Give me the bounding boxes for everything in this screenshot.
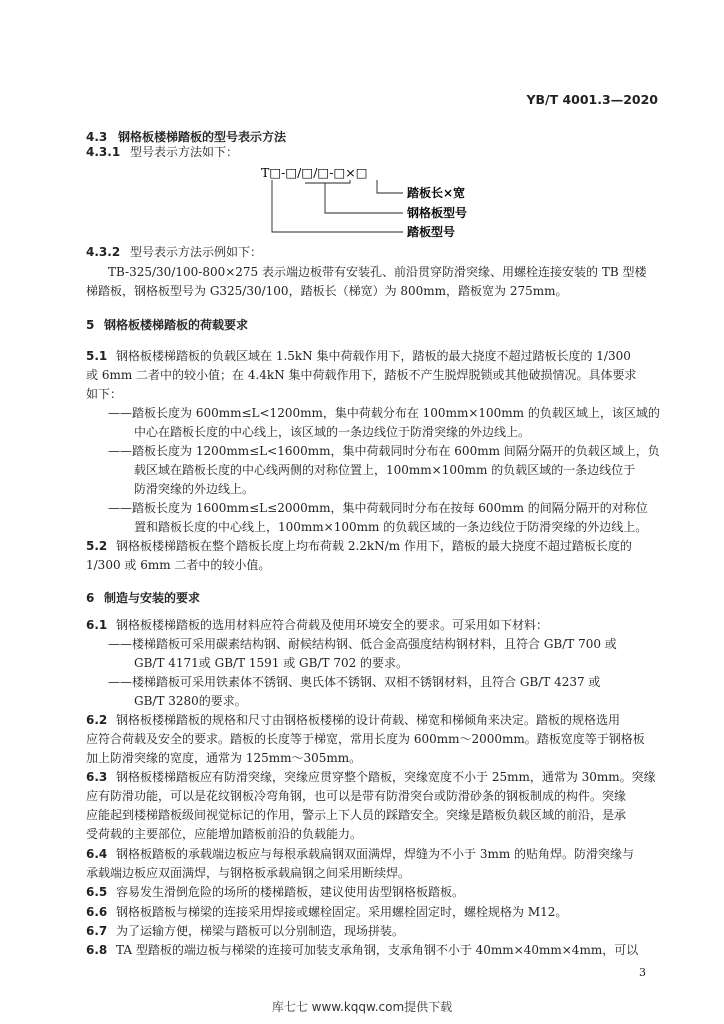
notation-leader-lines xyxy=(272,180,403,232)
list-item: ——楼梯踏板可采用铁素体不锈钢、奥氏体不锈钢、双相不锈钢材料，且符合 GB/T 4237 或 xyxy=(108,675,601,689)
clause-text: 型号表示方法示例如下： xyxy=(130,245,263,259)
clause-number: 5.1 xyxy=(86,349,108,363)
clause-4-3-1 xyxy=(86,143,238,161)
model-notation-diagram xyxy=(255,163,515,245)
clause-number: 6.6 xyxy=(86,905,108,919)
section-title: 钢格板楼梯踏板的型号表示方法 xyxy=(118,130,287,144)
label-grating-model: 钢格板型号 xyxy=(407,206,468,220)
clause-6-7 xyxy=(86,922,404,940)
clause-text: 钢格板楼梯踏板在整个踏板长度上均布荷载 2.2kN/m 作用下，踏板的最大挠度不超过踏板长度的 xyxy=(116,539,632,553)
clause-number: 4.3.1 xyxy=(86,145,121,159)
list-item: ——踏板长度为 600mm≤L<1200mm，集中荷载分布在 100mm×100mm 的负载区域上，该区域的 xyxy=(108,406,660,420)
clause-text: 钢格板楼梯踏板的规格和尺寸由钢格板楼梯的设计荷载、梯宽和梯倾角来决定。踏板的规格选用 xyxy=(116,713,621,727)
clause-text-line: 承载端边板应双面满焊，与钢格板承载扁钢之间采用断续焊。 xyxy=(86,866,411,880)
clause-text-line: 应有防滑功能，可以是花纹钢板冷弯角钢，也可以是带有防滑突台或防滑砂条的钢板制成的构件。突缘 xyxy=(86,789,627,803)
clause-text-line: 应符合荷载及安全的要求。踏板的长度等于梯宽，常用长度为 600mm～2000mm。踏板宽度等于钢格板 xyxy=(86,732,645,746)
list-item: ——踏板长度为 1600mm≤L≤2000mm，集中荷载同时分布在按每 600mm 的间隔分隔开的对称位 xyxy=(108,501,648,515)
clause-text: 钢格板踏板的承载端边板应与每根承载扁钢双面满焊，焊缝为不小于 3mm 的贴角焊。防滑突缘与 xyxy=(116,847,635,861)
page-number: 3 xyxy=(639,966,646,979)
clause-number: 6.3 xyxy=(86,770,108,784)
clause-5-1 xyxy=(86,347,631,365)
section-6-heading xyxy=(86,589,200,606)
clause-6-2 xyxy=(86,711,620,729)
notation-formula: T□-□/□/□-□×□ xyxy=(261,165,368,180)
section-title: 制造与安装的要求 xyxy=(104,591,201,605)
clause-text-line: 受荷载的主要部位，应能增加踏板前沿的负载能力。 xyxy=(86,827,363,841)
clause-number: 6.8 xyxy=(86,943,108,957)
clause-text: 钢格板踏板与梯梁的连接采用焊接或螺栓固定。采用螺栓固定时，螺栓规格为 M12。 xyxy=(116,905,568,919)
clause-6-5 xyxy=(86,883,464,901)
clause-number: 6.1 xyxy=(86,618,108,632)
list-item-cont: GB/T 3280的要求。 xyxy=(134,694,247,708)
clause-4-3-2 xyxy=(86,243,262,261)
clause-text-line: 如下： xyxy=(86,387,123,401)
clause-text-line: 应能起到楼梯踏板级间视觉标记的作用，警示上下人员的踩踏安全。突缘是踏板负载区域的前沿，是承 xyxy=(86,808,627,822)
clause-text: 钢格板楼梯踏板的负载区域在 1.5kN 集中荷载作用下，踏板的最大挠度不超过踏板长度的 1/300 xyxy=(116,349,631,363)
clause-text: 容易发生滑倒危险的场所的楼梯踏板，建议使用齿型钢格板踏板。 xyxy=(116,885,465,899)
clause-text: 钢格板楼梯踏板应有防滑突缘，突缘应贯穿整个踏板，突缘宽度不小于 25mm，通常为 30mm。突缘 xyxy=(116,770,656,784)
clause-5-2 xyxy=(86,537,632,555)
clause-text: TA 型踏板的端边板与梯梁的连接可加装支承角钢，支承角钢不小于 40mm×40mm×4mm，可以 xyxy=(116,943,639,957)
clause-text: 为了运输方便，梯梁与踏板可以分别制造，现场拼装。 xyxy=(116,924,405,938)
clause-number: 5.2 xyxy=(86,539,108,553)
list-item-cont: 置和踏板长度的中心线上，100mm×100mm 的负载区域的一条边线位于防滑突缘的外边线上。 xyxy=(134,520,648,534)
download-watermark: 库七七 www.kqqw.com提供下载 xyxy=(271,1000,453,1014)
list-item-cont: GB/T 4171或 GB/T 1591 或 GB/T 702 的要求。 xyxy=(134,656,409,670)
clause-text: 钢格板楼梯踏板的选用材料应符合荷载及使用环境安全的要求。可采用如下材料： xyxy=(116,618,549,632)
clause-text-line: 加上防滑突缘的宽度，通常为 125mm～305mm。 xyxy=(86,751,362,765)
section-number: 6 xyxy=(86,591,95,605)
example-line: TB-325/30/100-800×275 表示端边板带有安装孔、前沿贯穿防滑突缘、用螺栓连接安装的 TB 型楼 xyxy=(108,265,647,279)
list-item-cont: 中心在踏板长度的中心线上，该区域的一条边线位于防滑突缘的外边线上。 xyxy=(134,425,531,439)
standard-code: YB/T 4001.3—2020 xyxy=(526,92,658,107)
clause-6-6 xyxy=(86,903,567,921)
list-item-cont: 载区域在踏板长度的中心线两侧的对称位置上，100mm×100mm 的负载区域的一条边线位于 xyxy=(134,463,636,477)
section-5-heading xyxy=(86,316,248,333)
clause-6-3 xyxy=(86,768,656,786)
label-tread-model: 踏板型号 xyxy=(407,225,456,239)
list-item-cont: 防滑突缘的外边线上。 xyxy=(134,482,255,496)
clause-text-line: 或 6mm 二者中的较小值；在 4.4kN 集中荷载作用下，踏板不产生脱焊脱锁或其他破损情况。具体要求 xyxy=(86,368,637,382)
clause-number: 6.5 xyxy=(86,885,108,899)
list-item: ——踏板长度为 1200mm≤L<1600mm，集中荷载同时分布在 600mm 间隔分隔开的负载区域上，负 xyxy=(108,444,660,458)
example-line: 梯踏板，钢格板型号为 G325/30/100，踏板长（梯宽）为 800mm，踏板宽为 275mm。 xyxy=(86,284,568,298)
clause-6-1 xyxy=(86,616,548,634)
section-title: 钢格板楼梯踏板的荷载要求 xyxy=(104,318,249,332)
list-item: ——楼梯踏板可采用碳素结构钢、耐候结构钢、低合金高强度结构钢材料，且符合 GB/T 700 或 xyxy=(108,637,617,651)
clause-6-4 xyxy=(86,845,634,863)
clause-number: 6.7 xyxy=(86,924,108,938)
clause-6-8 xyxy=(86,941,638,959)
section-number: 5 xyxy=(86,318,95,332)
clause-number: 6.2 xyxy=(86,713,108,727)
section-number: 4.3 xyxy=(86,130,108,144)
clause-number: 6.4 xyxy=(86,847,108,861)
clause-text-line: 1/300 或 6mm 二者中的较小值。 xyxy=(86,558,271,572)
label-length-width: 踏板长×宽 xyxy=(407,186,466,200)
clause-number: 4.3.2 xyxy=(86,245,121,259)
clause-text: 型号表示方法如下： xyxy=(130,145,239,159)
